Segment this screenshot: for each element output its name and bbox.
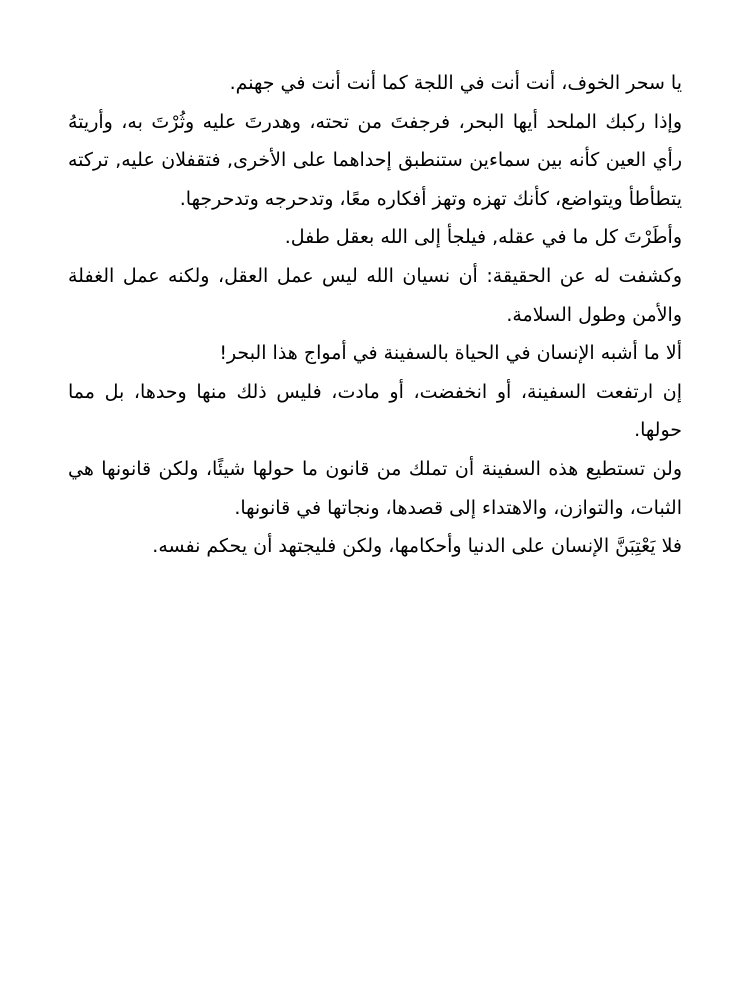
paragraph-3: وأطَرْتَ كل ما في عقله, فيلجأ إلى الله بعقل طفل. (284, 226, 682, 249)
paragraph-1: يا سحر الخوف، أنت أنت في اللجة كما أنت أنت في جهنم. (229, 72, 682, 94)
paragraph-2: وإذا ركبك الملحد أيها البحر، فرجفتَ من تحته، وهدرتَ عليه وثُرْتَ به، وأريتهُ رأي العين كأنه بين سماءين ستنطبق إحداهما على الأخرى, فتقفلان عليه, تركته يتطأطأ ويتواضع، كأنك تهزه وتهز أفكاره معًا، وتدحرجه وتدحرجها. (68, 110, 682, 210)
paragraph-4: وكشفت له عن الحقيقة: أن نسيان الله ليس عمل العقل، ولكنه عمل الغفلة والأمن وطول السلامة. (68, 264, 682, 326)
paragraph-7: ولن تستطيع هذه السفينة أن تملك من قانون ما حولها شيئًا، ولكن قانونها هي الثبات، والتوازن، والاهتداء إلى قصدها، ونجاتها في قانونها. (68, 457, 682, 519)
paragraph-6: إن ارتفعت السفينة، أو انخفضت، أو مادت، فليس ذلك منها وحدها، بل مما حولها. (68, 380, 682, 442)
paragraph-5: ألا ما أشبه الإنسان في الحياة بالسفينة في أمواج هذا البحر! (219, 342, 682, 365)
body-text (68, 64, 682, 566)
paragraph-8: فلا يَعْتِبَنَّ الإنسان على الدنيا وأحكامها، ولكن فليجتهد أن يحكم نفسه. (152, 535, 682, 558)
